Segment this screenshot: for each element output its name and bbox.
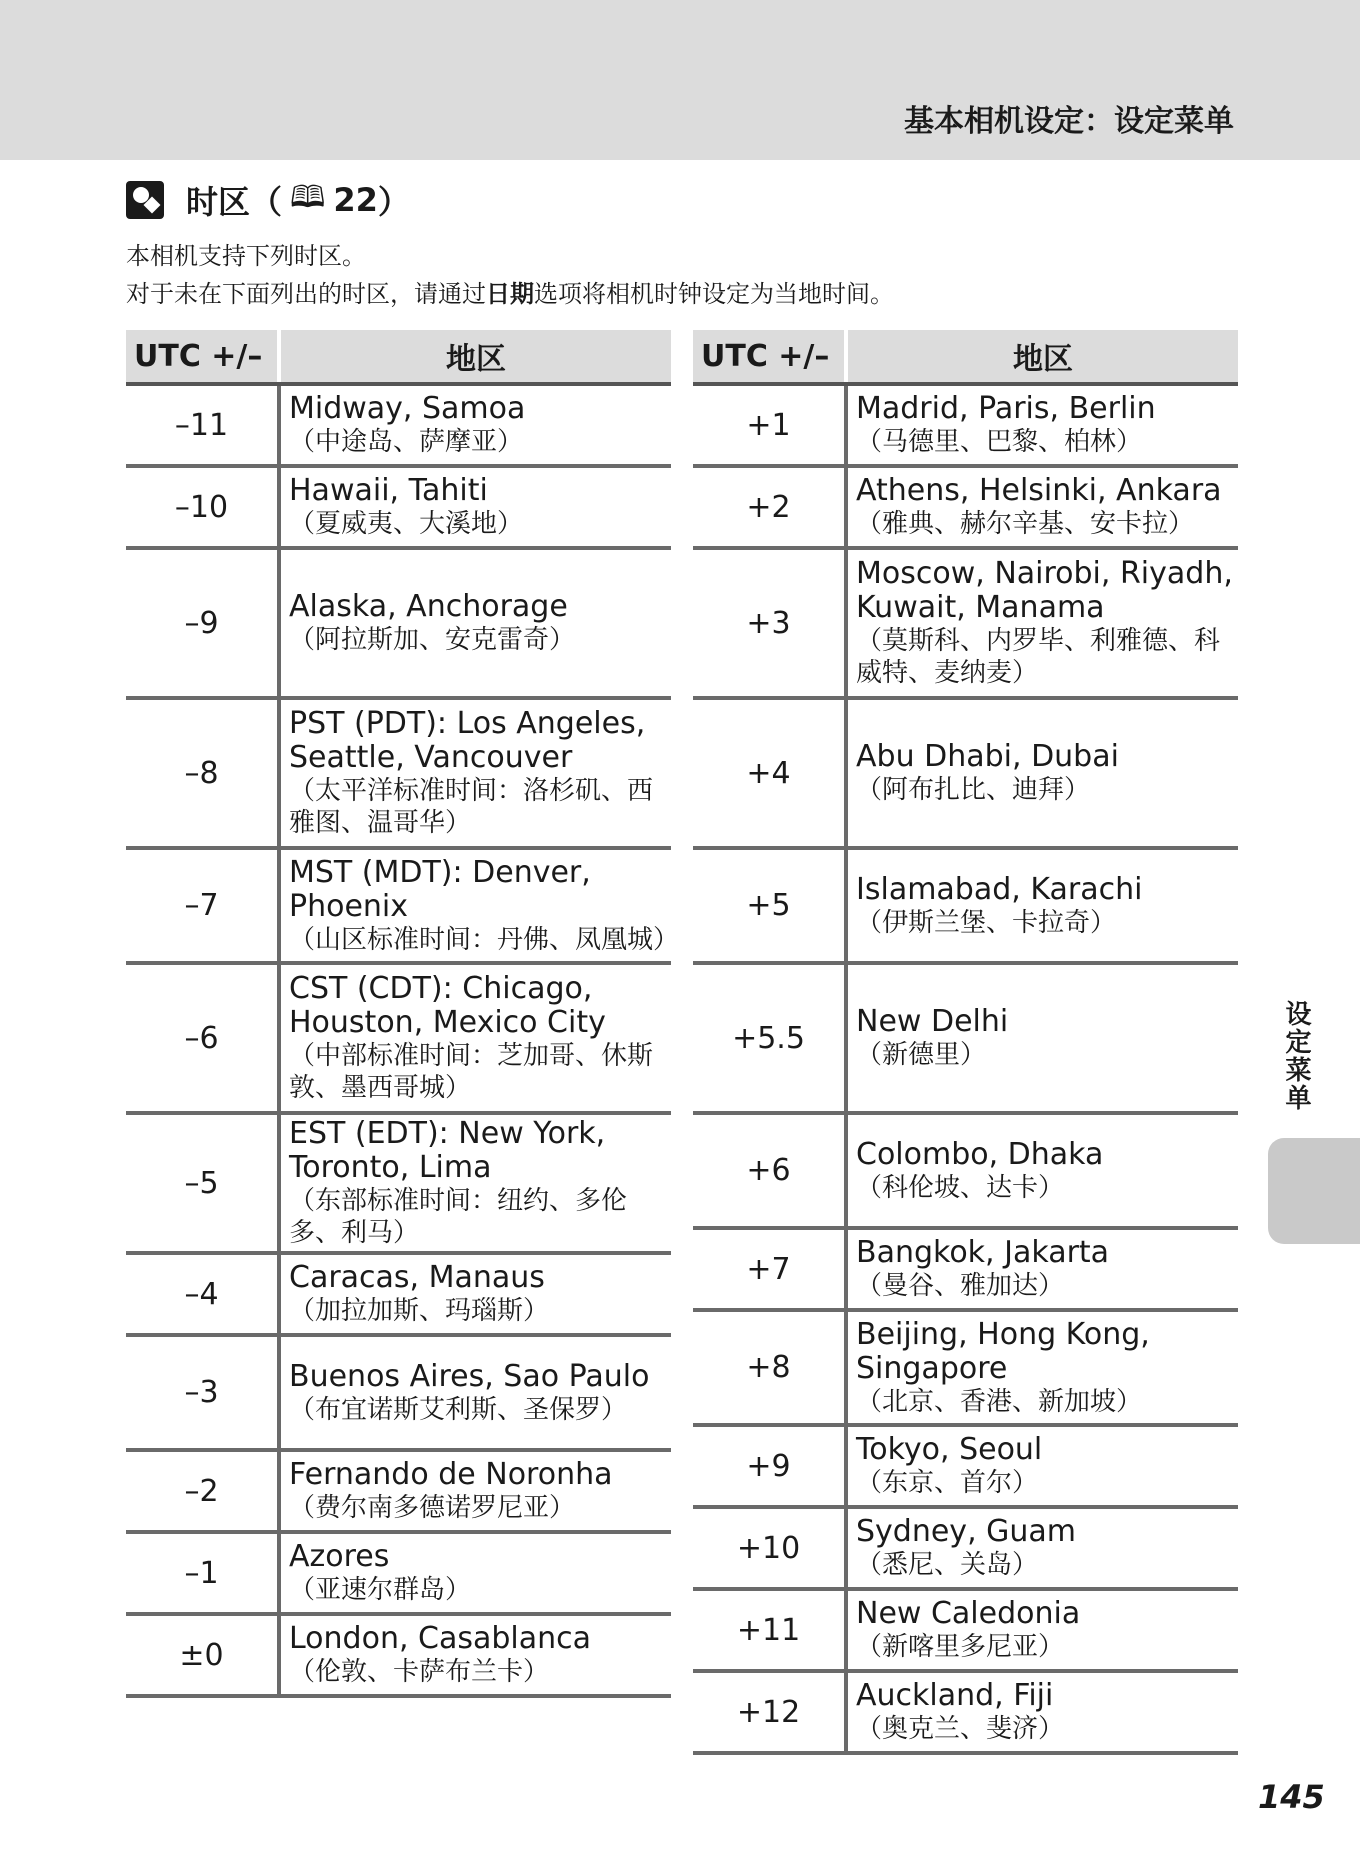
region-chinese: （阿布扎比、迪拜）	[856, 775, 1091, 805]
region-cell	[279, 1614, 671, 1696]
region-cell	[279, 1113, 671, 1253]
region-cell	[846, 1228, 1238, 1310]
utc-offset: +12	[693, 1671, 846, 1753]
utc-offset: +4	[693, 698, 846, 848]
utc-column-header: UTC +/–	[126, 330, 279, 384]
region-english: Abu Dhabi, Dubai	[856, 739, 1119, 774]
table-row	[693, 1228, 1238, 1310]
region-english: Sydney, Guam	[856, 1514, 1077, 1549]
section-title-close: ）	[377, 183, 410, 221]
region-english: Moscow, Nairobi, Riyadh, Kuwait, Manama	[856, 556, 1233, 625]
region-cell	[279, 548, 671, 698]
region-english: Fernando de Noronha	[289, 1457, 613, 1492]
region-english: CST (CDT): Chicago, Houston, Mexico City	[289, 971, 606, 1040]
side-tab	[1268, 1138, 1360, 1244]
region-cell	[279, 1532, 671, 1614]
timezone-table-right	[693, 330, 1238, 1755]
utc-offset: –6	[126, 963, 279, 1113]
region-chinese: （太平洋标准时间：洛杉矶、西雅图、温哥华）	[289, 776, 654, 838]
table-row	[126, 384, 671, 466]
utc-offset: +5	[693, 848, 846, 963]
region-cell	[846, 466, 1238, 548]
region-english: PST (PDT): Los Angeles, Seattle, Vancouver	[289, 706, 646, 775]
region-english: Athens, Helsinki, Ankara	[856, 473, 1222, 508]
region-cell	[279, 963, 671, 1113]
utc-offset: –10	[126, 466, 279, 548]
table-row	[693, 1671, 1238, 1753]
region-cell	[846, 1310, 1238, 1425]
region-cell	[846, 1589, 1238, 1671]
utc-offset: –8	[126, 698, 279, 848]
region-english: London, Casablanca	[289, 1621, 592, 1656]
intro-line-2	[126, 274, 894, 309]
section-heading	[126, 178, 410, 222]
table-row	[693, 698, 1238, 848]
intro-line-2-end: 选项将相机时钟设定为当地时间。	[534, 280, 894, 308]
page-number: 145	[1258, 1778, 1325, 1816]
region-cell	[846, 1507, 1238, 1589]
region-chinese: （莫斯科、内罗毕、利雅德、科威特、麦纳麦）	[856, 626, 1221, 688]
region-chinese: （加拉加斯、玛瑙斯）	[289, 1296, 550, 1326]
utc-offset: +2	[693, 466, 846, 548]
utc-offset: +11	[693, 1589, 846, 1671]
timezone-table-left	[126, 330, 680, 1698]
utc-offset: –9	[126, 548, 279, 698]
region-cell	[279, 1450, 671, 1532]
region-cell	[279, 1253, 671, 1335]
region-english: Beijing, Hong Kong, Singapore	[856, 1316, 1150, 1386]
side-tab-label: 设定菜单	[1281, 1000, 1311, 1112]
region-chinese: （亚速尔群岛）	[289, 1575, 472, 1605]
utc-offset: +9	[693, 1425, 846, 1507]
region-chinese: （费尔南多德诺罗尼亚）	[289, 1493, 576, 1523]
region-cell	[846, 384, 1238, 466]
table-row	[126, 1335, 671, 1450]
table-row	[693, 1589, 1238, 1671]
section-ref-page: 22	[333, 181, 378, 219]
region-english: Madrid, Paris, Berlin	[856, 391, 1156, 426]
utc-column-header: UTC +/–	[693, 330, 846, 384]
region-english: New Delhi	[856, 1004, 1009, 1039]
book-icon: 🕮	[290, 179, 326, 215]
utc-offset: +8	[693, 1310, 846, 1425]
region-chinese: （科伦坡、达卡）	[856, 1172, 1065, 1203]
table-row	[126, 1614, 671, 1696]
table-row	[693, 1507, 1238, 1589]
table-row	[693, 548, 1238, 698]
region-english: New Caledonia	[856, 1596, 1081, 1631]
table-row	[126, 848, 671, 963]
region-chinese: （伦敦、卡萨布兰卡）	[289, 1657, 550, 1687]
region-column-header: 地区	[846, 330, 1238, 384]
region-chinese: （伊斯兰堡、卡拉奇）	[856, 907, 1117, 938]
region-cell	[846, 698, 1238, 848]
intro-line-2-start: 对于未在下面列出的时区，请通过	[126, 280, 486, 308]
region-chinese: （中途岛、萨摩亚）	[289, 427, 524, 457]
utc-offset: –11	[126, 384, 279, 466]
table-row	[693, 1113, 1238, 1228]
table-row	[693, 466, 1238, 548]
region-chinese: （曼谷、雅加达）	[856, 1271, 1065, 1301]
utc-offset: –7	[126, 848, 279, 963]
utc-offset: –1	[126, 1532, 279, 1614]
region-chinese: （布宜诺斯艾利斯、圣保罗）	[289, 1394, 628, 1425]
region-english: Caracas, Manaus	[289, 1260, 545, 1295]
table-header-row	[693, 330, 1238, 384]
region-chinese: （新喀里多尼亚）	[856, 1632, 1065, 1662]
region-chinese: （马德里、巴黎、柏林）	[856, 427, 1143, 457]
region-column-header: 地区	[279, 330, 671, 384]
table-row	[126, 548, 671, 698]
utc-offset: ±0	[126, 1614, 279, 1696]
region-chinese: （奥克兰、斐济）	[856, 1714, 1065, 1744]
utc-offset: +7	[693, 1228, 846, 1310]
region-english: Azores	[289, 1539, 390, 1574]
region-english: MST (MDT): Denver, Phoenix	[289, 854, 591, 924]
region-chinese: （悉尼、关岛）	[856, 1550, 1039, 1580]
table-row	[693, 384, 1238, 466]
table-row	[693, 848, 1238, 963]
section-title: 时区（	[186, 183, 283, 221]
region-english: Islamabad, Karachi	[856, 871, 1143, 907]
region-chinese: （新德里）	[856, 1040, 987, 1070]
region-english: Buenos Aires, Sao Paulo	[289, 1358, 650, 1394]
date-option: 日期	[486, 280, 534, 308]
region-cell	[279, 1335, 671, 1450]
utc-offset: –5	[126, 1113, 279, 1253]
utc-offset: +6	[693, 1113, 846, 1228]
page-header-title: 基本相机设定：设定菜单	[904, 104, 1234, 139]
table-row	[126, 1113, 671, 1253]
region-cell	[846, 1425, 1238, 1507]
utc-offset: +3	[693, 548, 846, 698]
utc-offset: –4	[126, 1253, 279, 1335]
table-row	[693, 963, 1238, 1113]
region-cell	[846, 1671, 1238, 1753]
region-english: Alaska, Anchorage	[289, 589, 568, 624]
region-cell	[846, 548, 1238, 698]
region-cell	[846, 1113, 1238, 1228]
region-cell	[279, 466, 671, 548]
region-english: EST (EDT): New York, Toronto, Lima	[289, 1116, 606, 1185]
region-english: Colombo, Dhaka	[856, 1136, 1104, 1172]
region-chinese: （北京、香港、新加坡）	[856, 1386, 1143, 1417]
region-chinese: （夏威夷、大溪地）	[289, 509, 524, 539]
intro-line-1: 本相机支持下列时区。	[126, 242, 366, 270]
region-cell	[279, 384, 671, 466]
region-english: Bangkok, Jakarta	[856, 1235, 1110, 1270]
table-row	[126, 1532, 671, 1614]
region-chinese: （阿拉斯加、安克雷奇）	[289, 625, 576, 655]
utc-offset: +1	[693, 384, 846, 466]
region-chinese: （雅典、赫尔辛基、安卡拉）	[856, 509, 1195, 539]
utc-offset: –2	[126, 1450, 279, 1532]
utc-offset: +10	[693, 1507, 846, 1589]
region-cell	[279, 698, 671, 848]
table-row	[126, 466, 671, 548]
region-cell	[846, 848, 1238, 963]
table-row	[126, 1450, 671, 1532]
region-chinese: （东部标准时间：纽约、多伦多、利马）	[289, 1186, 628, 1248]
table-header-row	[126, 330, 671, 384]
setup-menu-icon	[126, 181, 164, 219]
table-row	[126, 698, 671, 848]
table-row	[693, 1310, 1238, 1425]
region-chinese: （东京、首尔）	[856, 1468, 1039, 1498]
region-cell	[846, 963, 1238, 1113]
table-row	[126, 1253, 671, 1335]
region-cell	[279, 848, 680, 963]
utc-offset: –3	[126, 1335, 279, 1450]
table-row	[693, 1425, 1238, 1507]
utc-offset: +5.5	[693, 963, 846, 1113]
region-chinese: （山区标准时间：丹佛、凤凰城）	[289, 924, 680, 955]
region-english: Tokyo, Seoul	[856, 1432, 1043, 1467]
table-row	[126, 963, 671, 1113]
region-english: Midway, Samoa	[289, 391, 526, 426]
region-english: Auckland, Fiji	[856, 1678, 1054, 1713]
region-chinese: （中部标准时间：芝加哥、休斯敦、墨西哥城）	[289, 1041, 654, 1103]
region-english: Hawaii, Tahiti	[289, 473, 488, 508]
